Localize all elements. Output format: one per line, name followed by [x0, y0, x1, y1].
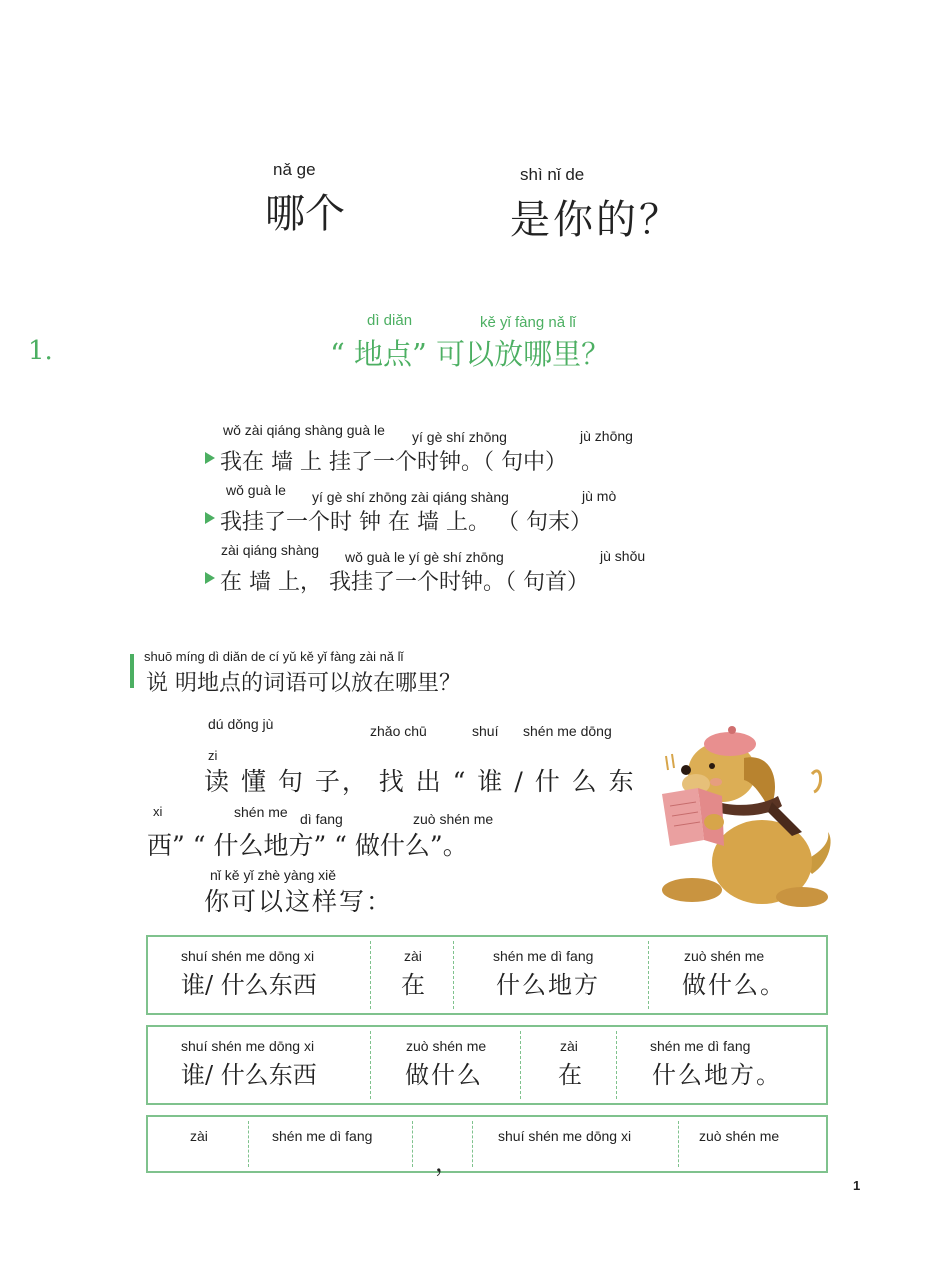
example-2-pinyin-b: yí gè shí zhōng zài qiáng shàng — [312, 489, 509, 505]
task-pinyin-1c: shuí — [472, 723, 499, 739]
column-divider — [412, 1121, 413, 1167]
column-divider — [370, 1031, 371, 1099]
task-pinyin-2d: zuò shén me — [413, 811, 494, 827]
comma-text: ， — [435, 1149, 459, 1177]
section-number: 1. — [28, 336, 53, 366]
column-divider — [678, 1121, 679, 1167]
cell-pinyin: zài — [560, 1038, 578, 1054]
cell-pinyin: zài — [404, 948, 422, 964]
cell-text: 什么地方 — [496, 971, 600, 999]
cell-pinyin: zuò shén me — [699, 1128, 780, 1144]
example-3-pinyin-b: wǒ guà le yí gè shí zhōng — [345, 549, 504, 565]
cell-text: 什么地方。 — [652, 1061, 782, 1089]
cell-pinyin: shén me dì fang — [272, 1128, 373, 1144]
cell-text: 谁/ 什么东西 — [181, 1061, 317, 1089]
cell-text: 在 — [558, 1061, 582, 1089]
section-pinyin-a: dì diǎn — [367, 312, 413, 329]
bullet-triangle-icon — [205, 452, 215, 464]
instruction-text: 说 明地点的词语可以放在哪里？ — [146, 671, 461, 696]
column-divider — [648, 941, 649, 1009]
example-3-pinyin-c: jù shǒu — [600, 548, 646, 564]
cell-text: 做什么。 — [682, 971, 786, 999]
task-pinyin-3: nǐ kě yǐ zhè yàng xiě — [210, 867, 337, 883]
bullet-triangle-icon — [205, 572, 215, 584]
bullet-triangle-icon — [205, 512, 215, 524]
cell-text: 在 — [401, 971, 425, 999]
instruction-marker — [130, 654, 134, 688]
cell-pinyin: shuí shén me dōng xi — [498, 1128, 632, 1144]
task-line-3: 你可以这样写： — [204, 887, 394, 916]
column-divider — [453, 941, 454, 1009]
task-line-1: 读 懂 句 子， 找 出 “ 谁 / 什 么 东 — [204, 767, 636, 796]
task-pinyin-2c: dì fang — [300, 811, 343, 827]
example-2-pinyin-c: jù mò — [582, 488, 617, 504]
section-heading: “ 地点” 可以放哪里？ — [330, 337, 611, 371]
title-part-1: 哪个 — [265, 191, 345, 237]
example-3-pinyin-a: zài qiáng shàng — [221, 542, 320, 558]
example-1-sentence: 我在 墙 上 挂了一个时钟。（ 句中） — [220, 450, 567, 475]
title-pinyin-2: shì nǐ de — [520, 165, 585, 184]
example-1-pinyin-a: wǒ zài qiáng shàng guà le — [223, 422, 385, 438]
column-divider — [248, 1121, 249, 1167]
pattern-table-3 — [146, 1115, 828, 1177]
cell-text: 做什么 — [405, 1061, 483, 1089]
pattern-table-2 — [146, 1025, 828, 1105]
dog-reading-illustration — [652, 722, 842, 912]
instruction-pinyin: shuō míng dì diǎn de cí yǔ kě yǐ fàng zài nǎ lǐ — [144, 649, 404, 664]
column-divider — [370, 941, 371, 1009]
column-divider — [520, 1031, 521, 1099]
title-pinyin-1: nǎ ge — [273, 160, 316, 179]
task-pinyin-1b: zhǎo chū — [370, 723, 427, 739]
page-number: 1 — [853, 1178, 861, 1193]
cell-pinyin: zài — [190, 1128, 208, 1144]
example-2-pinyin-a: wǒ guà le — [226, 482, 286, 498]
task-pinyin-2a: xi — [153, 804, 163, 819]
cell-pinyin: shuí shén me dōng xi — [181, 948, 315, 964]
example-2-sentence: 我挂了一个时 钟 在 墙 上。 （ 句末） — [220, 510, 592, 535]
task-line-2: 西” “ 什么地方” “ 做什么”。 — [147, 831, 468, 860]
section-pinyin-b: kě yǐ fàng nǎ lǐ — [480, 314, 576, 331]
cell-pinyin: zuò shén me — [406, 1038, 487, 1054]
title-part-2: 是你的？ — [510, 197, 682, 243]
task-pinyin-1a: dú dǒng jù — [208, 716, 274, 732]
task-pinyin-1e: zi — [208, 748, 218, 763]
column-divider — [616, 1031, 617, 1099]
pattern-table-1 — [146, 935, 828, 1015]
cell-pinyin: shén me dì fang — [650, 1038, 751, 1054]
cell-text: 谁/ 什么东西 — [181, 971, 317, 999]
task-pinyin-2b: shén me — [234, 804, 288, 820]
task-pinyin-1d: shén me dōng — [523, 723, 612, 739]
cell-pinyin: zuò shén me — [684, 948, 765, 964]
cell-pinyin: shuí shén me dōng xi — [181, 1038, 315, 1054]
example-1-pinyin-c: jù zhōng — [580, 428, 633, 444]
example-1-pinyin-b: yí gè shí zhōng — [412, 429, 507, 445]
cell-pinyin: shén me dì fang — [493, 948, 594, 964]
column-divider — [472, 1121, 473, 1167]
example-3-sentence: 在 墙 上， 我挂了一个时钟。（ 句首） — [220, 570, 589, 595]
